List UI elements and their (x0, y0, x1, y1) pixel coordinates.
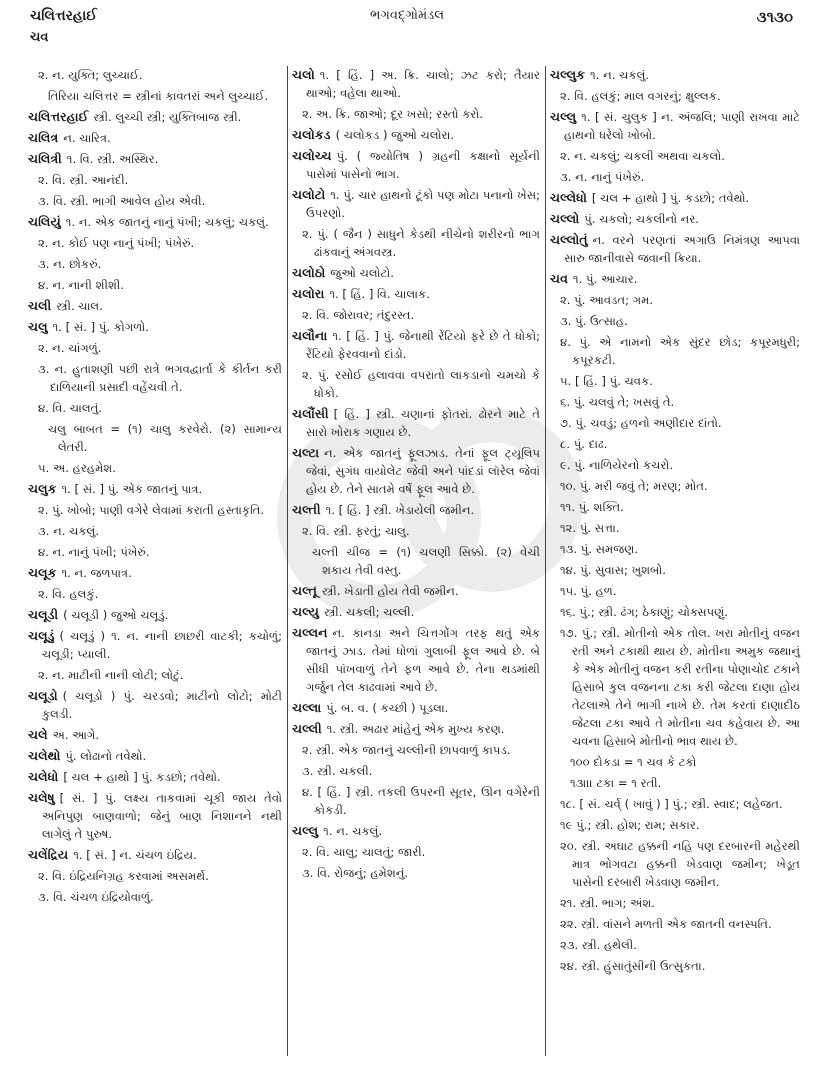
definition-text: ( ચલૂડો ) પું. ચરડવો; માટીનો લોટો; મોટી કુલડી. (42, 689, 282, 721)
definition-text: ૧. [ હિં. ] પું. જેનાથી રેંટિયો ફરે છે તે ધોકો; રેંટિયો ફેરવવાનો દાંડો. (306, 329, 540, 361)
definition-text: અ. આગે. (52, 728, 100, 742)
definition-text: ૨. વિ. ઇંદ્રિયનિગ્રહ કરવામાં અસમર્થ. (38, 869, 209, 883)
dictionary-entry (28, 213, 282, 231)
dictionary-entry (28, 846, 282, 864)
definition-text: જુઓ ચલોટો. (330, 266, 394, 280)
entry-sense (28, 522, 282, 540)
definition-text: સ્ત્રી. લુચ્ચી સ્ત્રી; યુક્તિબાજ સ્ત્રી. (93, 110, 242, 124)
definition-text: [ ચલ + હાથો ] પું. કડછો; તવેથો. (63, 770, 221, 784)
definition-text: ૨૪. સ્ત્રી. હુંસાતુંસીની ઉત્સુકતા. (560, 959, 706, 973)
headword: ચલોટો (292, 187, 326, 202)
headword: ચલ્તૂ (292, 583, 317, 598)
entry-sense (292, 843, 540, 861)
definition-text: ૨. વિ. હલકું; માલ વગરનું; ક્ષુલ્લક. (560, 89, 721, 103)
definition-text: પું. લોઢાનો તવેથો. (65, 749, 147, 763)
definition-text: ૩. ન. હુતાશણી પછી રાત્રે ભગવદ્વાર્તા કે કીર્તન કરી દાળિયાની પ્રસાદી વહેંચવી તે. (38, 362, 282, 394)
entry-sense (292, 522, 540, 540)
definition-text: ૧૫. પું. હળ. (560, 584, 617, 598)
definition-text: ૨. વિ. સ્ત્રી. આનંદી. (38, 173, 129, 187)
definition-text: ૨. વિ. સ્ત્રી. ફરતું; ચાલુ. (302, 524, 410, 538)
headword: ચલોચ્ચ (292, 148, 332, 163)
definition-text: ૪. વિ. ચાલતું. (38, 401, 103, 415)
definition-text: ચલુ બાબત = (૧) ચાલુ કરવેરો. (૨) સામાન્ય લેતરી. (48, 422, 282, 454)
definition-text: ૧૨. પું. સત્તા. (560, 521, 620, 535)
definition-text: ૮. પું. દાઢ. (560, 437, 608, 451)
dictionary-entry (550, 66, 800, 84)
headword: ચલો (292, 67, 315, 82)
entry-sense (550, 477, 800, 495)
headword: ચલૂડું (28, 628, 55, 643)
entry-sense (550, 312, 800, 330)
definition-text: ૧. [ સં. ] ન. ચંચળ ઇંદ્રિય. (73, 848, 197, 862)
definition-text: ૧૩।।। ટકા = ૧ રતી. (570, 776, 662, 790)
headword: ચલેથો (28, 748, 61, 763)
headword: ચલોરા (292, 286, 325, 301)
dictionary-column-3 (550, 66, 800, 978)
entry-sense (550, 333, 800, 369)
headword: ચલ્લુક (550, 67, 586, 82)
dictionary-entry (292, 699, 540, 717)
headword: ચલૂડો (28, 688, 58, 703)
entry-sense (28, 234, 282, 252)
entry-sense (28, 459, 282, 477)
page-number: ૩૧૩૦ (756, 8, 793, 26)
entry-sense (550, 561, 800, 579)
headword: ચલેધો (28, 769, 59, 784)
headword: ચલ્તી (292, 502, 321, 517)
definition-text: ૧૪. પું. સુવાસ; ખુશબો. (560, 563, 666, 577)
entry-sense (550, 393, 800, 411)
headword: ચલેંદ્રિય (28, 847, 69, 862)
definition-text: ૪. ન. નાનું પંખી; પંખેરું. (38, 545, 150, 559)
definition-text: ૧. [ સં. ] પું. એક જાતનું પાત્ર. (61, 482, 203, 496)
definition-text: [ હિં. ] સ્ત્રી. ચણાનાં ફોતરાં. ઢોરને માટે તે સારો ખોરાક ગણાય છે. (306, 407, 540, 439)
dictionary-entry (550, 210, 800, 228)
dictionary-entry (292, 327, 540, 363)
definition-text: ૧૦૦ દોકડા = ૧ ચવ કે ટકો (570, 755, 697, 769)
entry-sense (550, 414, 800, 432)
entry-sense (550, 498, 800, 516)
usage-example (550, 774, 800, 792)
entry-sense (550, 168, 800, 186)
headword: ચલેષુ (28, 790, 55, 805)
entry-sense (28, 339, 282, 357)
dictionary-entry (28, 687, 282, 723)
entry-sense (550, 837, 800, 891)
definition-text: ૧૩. પું. સમજણ. (560, 542, 639, 556)
entry-sense (550, 936, 800, 954)
definition-text: ૨. પું. ( જૈન ) સાધુને કેડથી નીચેનો શરીરનો ભાગ ઢાંકવાનું અંગવસ્ત્ર. (302, 227, 540, 259)
dictionary-entry (550, 108, 800, 144)
definition-text: પું. બ. વ. ( કચ્છી ) પૂડલા. (326, 701, 449, 715)
dictionary-entry (28, 726, 282, 744)
dictionary-entry (292, 603, 540, 621)
definition-text: ન. કાનડા અને ચિત્તગોંગ તરફ થતું એક જાતનું ઝાડ. તેમાં ધોળાં ગુલાબી ફૂલ આવે છે. બે સીધી પાંખવાળું તેને ફળ આવે છે. તેના થડમાંથી ગર્જુન તેલ કાઢવામાં આવે છે. (306, 626, 540, 694)
entry-sense (28, 192, 282, 210)
definition-text: ( ચલોકડ ) જુઓ ચલોરા. (335, 128, 455, 142)
definition-text: ૧. [ સં. ] પું. કોગળો. (52, 320, 149, 334)
entry-sense (28, 888, 282, 906)
definition-text: ૩. સ્ત્રી. ચકલી. (302, 764, 373, 778)
definition-text: ૧૧. પું. શક્તિ. (560, 500, 624, 514)
entry-sense (550, 372, 800, 390)
definition-text: ૨. અ. ક્રિ. જાઓ; દૂર ખસો; રસ્તો કરો. (302, 107, 483, 121)
definition-text: ( ચલૂડું ) ૧. ન. નાની છાછરી વાટકી; કચોળું; ચલૂડી; પ્યાલી. (42, 629, 282, 661)
headword: ચલુક (28, 481, 57, 496)
definition-text: ૬. પું. ચલવું તે; ખસવું તે. (560, 395, 675, 409)
dictionary-entry (292, 126, 540, 144)
definition-text: ૩. ન. છોકરું. (38, 257, 102, 271)
entry-sense (550, 519, 800, 537)
dictionary-entry (292, 264, 540, 282)
definition-text: ૨. વિ. હલકું. (38, 587, 99, 601)
definition-text: ૧. વિ. સ્ત્રી. અસ્થિર. (66, 152, 159, 166)
definition-text: ૧. [ હિં. ] અ. ક્રિ. ચાલો; ઝટ કરો; તૈયાર થાઓ; વહેલા થાઓ. (306, 68, 540, 100)
definition-text: ૩. વિ. રોજનું; હમેશનું. (302, 866, 409, 880)
definition-text: ન. વરને પરણતાં અગાઉ નિમંત્રણ આપવા સારુ જાનીવાસે જવાની ક્રિયા. (564, 233, 800, 265)
definition-text: ૨. ન. કોઈ પણ નાનું પંખી; પંખેરું. (38, 236, 195, 250)
entry-sense (28, 543, 282, 561)
headword: ચલૂડી (28, 607, 59, 622)
headword: ચલ્લો (550, 211, 580, 226)
definition-text: ૧. [ હિં. ] વિ. ચાલાક. (329, 287, 430, 301)
headword: ચલૌના (292, 328, 328, 343)
entry-sense (28, 666, 282, 684)
headword: ચલ્યુ (292, 604, 319, 619)
dictionary-column-2 (292, 66, 540, 885)
definition-text: ૧૮. [ સં. ચર્વ્ ( ખાવું ) ] પું.; સ્ત્રી. સ્વાદ; લહેજત. (560, 797, 783, 811)
dictionary-entry (28, 108, 282, 126)
dictionary-column-1 (28, 66, 282, 909)
definition-text: ન. એક જાતનું ફૂલઝાડ. તેનાં ફૂલ ટ્યૂલિપ જેવાં, સુગંધ વાયોલેટ જેવી અને પાંદડાં લૉરેલ જેવાં હોય છે. તેને સાતમે વર્ષે ફૂલ આવે છે. (306, 446, 540, 496)
dictionary-entry (292, 444, 540, 498)
entry-sense (292, 783, 540, 819)
entry-sense (28, 501, 282, 519)
entry-sense (550, 603, 800, 621)
headword: ચલૂક (28, 565, 57, 580)
dictionary-entry (28, 747, 282, 765)
entry-sense (28, 276, 282, 294)
definition-text: ૨. પું. ખોબો; પાણી વગેરે લેવામાં કરાતી હસ્તાકૃતિ. (38, 503, 265, 517)
entry-sense (550, 435, 800, 453)
headword: ચલિત્તરહાઈ (28, 109, 89, 124)
definition-text: ૧. [ હિં. ] સ્ત્રી. ખેડાયેલી જમીન. (325, 503, 475, 517)
entry-sense (292, 864, 540, 882)
definition-text: ન. ચારિત્ર. (63, 131, 111, 145)
definition-text: ૫. અ. હરહમેશ. (38, 461, 116, 475)
definition-text: ૩. પું. ઉત્સાહ. (560, 314, 628, 328)
definition-text: ૧. ન. એક જાતનું નાનું પંખી; ચકલું; ચકલું. (65, 215, 269, 229)
definition-text: ચલ્તી ચીજ = (૧) ચલણી સિક્કો. (૨) વેચી શકાય તેવી વસ્તુ. (312, 545, 540, 577)
entry-sense (292, 762, 540, 780)
entry-sense (550, 816, 800, 834)
dictionary-entry (28, 768, 282, 786)
usage-example (550, 753, 800, 771)
definition-text: ૩. ન. નાનું પંખેરું. (560, 170, 645, 184)
dictionary-entry (292, 285, 540, 303)
definition-text: [ સં. ] પું. લક્ષ્ય તાકવામાં ચૂકી જાય તેવો અનિપુણ બાણવાળો; જેનું બાણ નિશાનને નથી લાગેલું તે પુરુષ. (42, 791, 282, 841)
dictionary-entry (292, 501, 540, 519)
dictionary-entry (292, 405, 540, 441)
dictionary-entry (28, 297, 282, 315)
definition-text: ૪. પું. એ નામનો એક સુંદર છોડ; કપૂરમધુરી; કપૂરકટી. (560, 335, 800, 367)
dictionary-entry (292, 582, 540, 600)
dictionary-entry (28, 789, 282, 843)
definition-text: [ ચલ + હાથો ] પું. કડછો; તવેથો. (591, 191, 750, 205)
entry-sense (550, 894, 800, 912)
book-title: ભગવદ્ગોમંડલ (370, 8, 445, 23)
entry-sense (550, 147, 800, 165)
dictionary-entry (550, 189, 800, 207)
entry-sense (550, 957, 800, 975)
headword: ચલ્લી (292, 721, 322, 736)
entry-sense (28, 171, 282, 189)
dictionary-entry (550, 231, 800, 267)
definition-text: ૪. [ હિં. ] સ્ત્રી. તકલી ઉપરની સૂતર, ઊન વગેરેની કોકડી. (302, 785, 540, 817)
definition-text: ૧. [ સં. ચુલુક ] ન. અંજલિ; પાણી રાખવા માટે હાથનો ધરેલો ખોબો. (564, 110, 800, 142)
entry-sense (292, 225, 540, 261)
dictionary-entry (292, 822, 540, 840)
definition-text: ૧૦. પું. મરી જવું તે; મરણ; મોત. (560, 479, 708, 493)
entry-sense (28, 360, 282, 396)
definition-text: સ્ત્રી. ચાલ. (56, 299, 103, 313)
definition-text: ૨૩. સ્ત્રી. હથેલી. (560, 938, 637, 952)
headword: ચલ્લન (292, 625, 328, 640)
entry-sense (292, 306, 540, 324)
dictionary-entry (28, 606, 282, 624)
definition-text: ૧૬. પું.; સ્ત્રી. ઢંગ; ઠેકાણું; ચોક્સપણું. (560, 605, 728, 619)
definition-text: ૨. ન. ચકલું; ચકલી અથવા ચકલો. (560, 149, 725, 163)
entry-sense (550, 456, 800, 474)
definition-text: ( ચલૂડી ) જુઓ ચલૂડું. (63, 608, 169, 622)
definition-text: ૧૭. પું.; સ્ત્રી. મોતીનો એક તોલ. ખરા મોતીનું વજન રતી અને ટકાથી થાય છે. મોતીના અમુક જથાનું કે એક મોતીનું વજન કરી રતીના પોણાચોદ ટકાને હિસાબે કુલ વજનના ટકા કરી જેટલા દાણા હોય તેટલાએ તેને ભાગી નાખે છે. તેમ કરતાં દાણાદીઠ જેટલા ટકા આવે તે મોતીના ચવ કહેવાય છે. આ ચવના હિસાબે મોતીનો ભાવ થાય છે. (560, 626, 800, 748)
definition-text: પું. ( જ્યોતિષ ) ગ્રહની કક્ષાનો સૂર્યની પાસેમાં પાસેનો ભાગ. (306, 149, 540, 181)
definition-text: તિરિયા ચલિત્તર = સ્ત્રીનાં કાવતરાં અને લુચ્ચાઈ. (48, 89, 269, 103)
headword: ચલ્લુ (550, 109, 577, 124)
headword: ચલોઠો (292, 265, 326, 280)
entry-sense (292, 105, 540, 123)
headword: ચલ્લુ (292, 823, 319, 838)
usage-example (28, 420, 282, 456)
column-divider (287, 66, 288, 1056)
running-head-right-word: ચવ (30, 30, 49, 45)
definition-text: ૨. વિ. ચાલુ; ચાલતું; જારી. (302, 845, 426, 859)
definition-text: ૨૧. સ્ત્રી. ભાગ; અંશ. (560, 896, 655, 910)
headword: ચલિયું (28, 214, 61, 229)
dictionary-entry (28, 627, 282, 663)
entry-sense (292, 366, 540, 402)
definition-text: ૨. ન. યુક્તિ; લુચ્ચાઈ. (38, 68, 143, 82)
dictionary-entry (292, 186, 540, 222)
headword: ચલ્લેધો (550, 190, 587, 205)
entry-sense (550, 540, 800, 558)
headword: ચલુ (28, 319, 48, 334)
definition-text: ૨૨. સ્ત્રી. વાંસને મળતી એક જાતની વનસ્પતિ. (560, 917, 772, 931)
entry-sense (550, 291, 800, 309)
entry-sense (28, 66, 282, 84)
definition-text: ૧. પું. આચાર. (572, 272, 638, 286)
definition-text: ૨. પું. રસોઈ હલાવવા વપરાતો લાકડાનો ચમચો કે ધોકો. (302, 368, 540, 400)
entry-sense (28, 255, 282, 273)
definition-text: ૨. ન. ચાંગળું. (38, 341, 102, 355)
headword: ચલ્ટા (292, 445, 320, 460)
headword: ચલ્લોતું (550, 232, 588, 247)
definition-text: ૪. ન. નાની શીશી. (38, 278, 124, 292)
usage-example (28, 87, 282, 105)
headword: ચલોકડ (292, 127, 331, 142)
definition-text: ૧૯ પું.; સ્ત્રી. હોશ; રામ; સકાર. (560, 818, 700, 832)
dictionary-entry (292, 624, 540, 696)
definition-text: ૧. ન. જળપાત્ર. (61, 566, 132, 580)
dictionary-entry (28, 564, 282, 582)
headword: ચલૌંસી (292, 406, 329, 421)
dictionary-entry (28, 150, 282, 168)
definition-text: ૭. પું. ચવડું; હળનો અણીદાર દાંતો. (560, 416, 722, 430)
headword: ચલ્લા (292, 700, 322, 715)
definition-text: સ્ત્રી. ખેડાતી હોય તેવી જમીન. (321, 584, 459, 598)
dictionary-entry (550, 270, 800, 288)
definition-text: ૩. ન. ચકલું. (38, 524, 100, 538)
definition-text: ૧. ન. ચકલું. (323, 824, 383, 838)
entry-sense (550, 87, 800, 105)
entry-sense (550, 624, 800, 750)
headword: ચલિત્ર (28, 130, 59, 145)
dictionary-entry (292, 147, 540, 183)
headword: ચલી (28, 298, 52, 313)
dictionary-entry (28, 480, 282, 498)
definition-text: પું. ચકલો; ચકલીનો નર. (584, 212, 699, 226)
definition-text: ૫. [ હિં. ] પું. ચવક. (560, 374, 653, 388)
headword: ચલિત્રી (28, 151, 62, 166)
definition-text: ૨. વિ. જોરાવર; તંદુરસ્ત. (302, 308, 415, 322)
entry-sense (550, 915, 800, 933)
entry-sense (28, 399, 282, 417)
definition-text: ૩. વિ. ચંચળ ઇંદ્રિયોવાળું. (38, 890, 154, 904)
dictionary-entry (292, 720, 540, 738)
definition-text: ૨. સ્ત્રી. એક જાતનું ચલ્લીની છાપવાળું કાપડ. (302, 743, 511, 757)
definition-text: સ્ત્રી. ચકલી; ચલ્લી. (323, 605, 415, 619)
column-divider (545, 66, 546, 1056)
definition-text: ૨૦. સ્ત્રી. અઘાટ હક્કની નહિ પણ દરબારની મહેરથી માત્ર ભોગવટા હક્કની ખેડવાણ જમીન; ખેડૂત પાસેની દરબારી ખેડવાણ જમીન. (560, 839, 800, 889)
headword: ચલે (28, 727, 48, 742)
entry-sense (550, 795, 800, 813)
dictionary-entry (28, 318, 282, 336)
definition-text: ૧. ન. ચકલું. (590, 68, 650, 82)
entry-sense (28, 867, 282, 885)
entry-sense (28, 585, 282, 603)
definition-text: ૩. વિ. સ્ત્રી. ભાગી આવેલ હોય એવી. (38, 194, 206, 208)
definition-text: ૧. પું. ચાર હાથનો ટૂંકો પણ મોટા પનાનો ખેસ; ઉપરણો. (306, 188, 540, 220)
entry-sense (550, 582, 800, 600)
headword: ચવ (550, 271, 568, 286)
dictionary-entry (28, 129, 282, 147)
definition-text: ૨. પું. આવડત; ગમ. (560, 293, 654, 307)
definition-text: ૧. સ્ત્રી. અઢાર માંહેનું એક મુખ્ય કરણ. (326, 722, 505, 736)
usage-example (292, 543, 540, 579)
dictionary-entry (292, 66, 540, 102)
entry-sense (292, 741, 540, 759)
definition-text: ૨. ન. માટીની નાની લોટી; લોટું. (38, 668, 184, 682)
running-head-left: ચલિત્તરહાઈ (30, 8, 98, 24)
definition-text: ૯. પું. નાળિયેરનો કચરો. (560, 458, 674, 472)
